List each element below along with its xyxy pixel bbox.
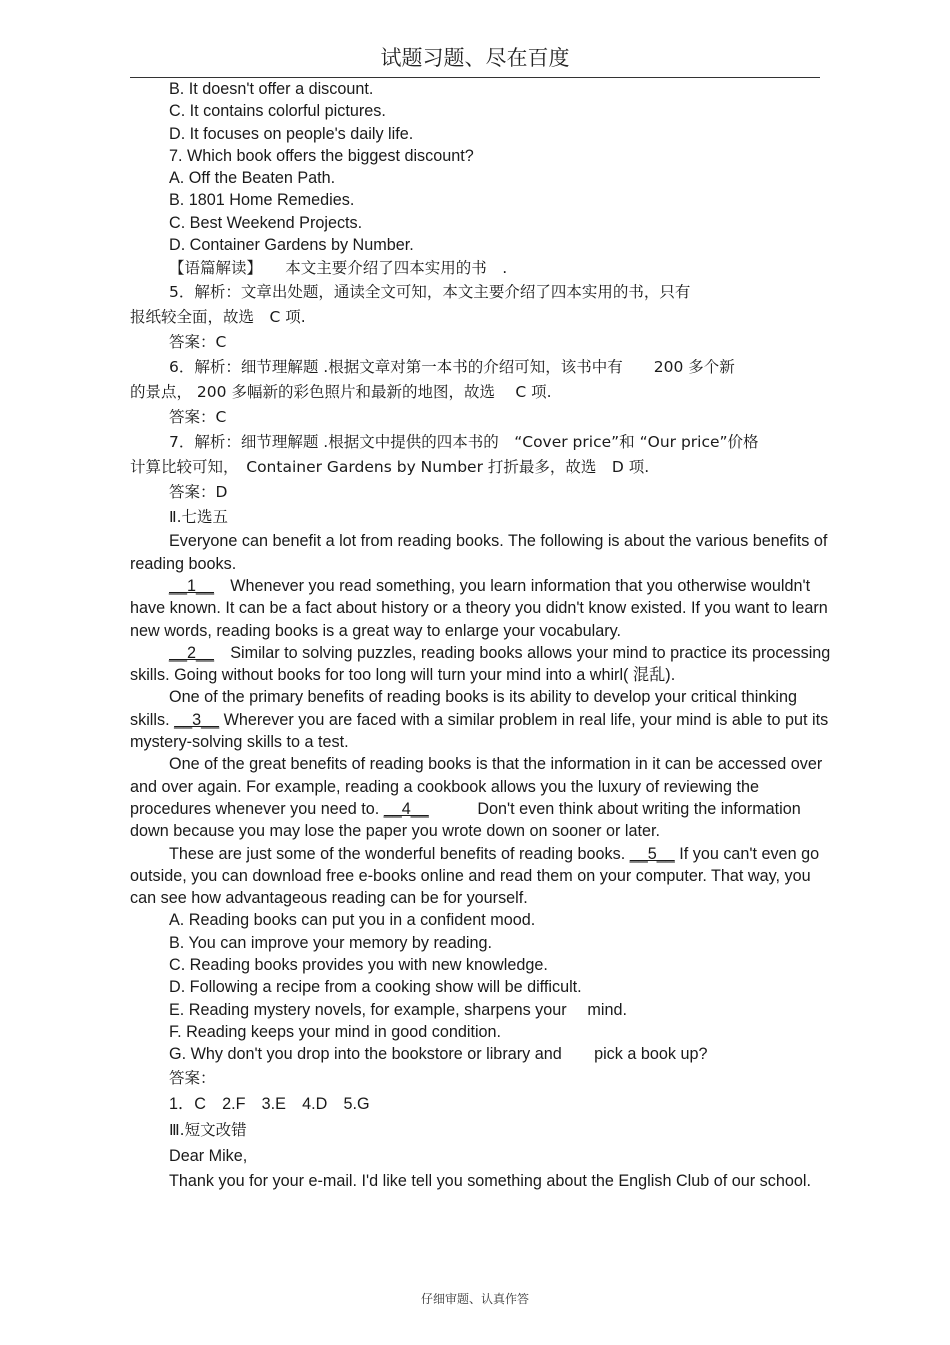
passage-paragraph-4: One of the primary benefits of reading books is its ability to develop your critical thinking skills. __3__ Wherever you are faced with a similar problem in real life, your mind is able to put its mystery-solving skills to a test.: [130, 688, 829, 752]
option-f: F. Reading keeps your mind in good condition.: [169, 1022, 502, 1041]
blank-4: __4__: [383, 799, 429, 818]
option-g: G. Why don't you drop into the bookstore or library and pick a book up?: [169, 1045, 708, 1064]
section-3-heading: Ⅲ.短文改错: [169, 1120, 247, 1139]
blank-2: __2__: [169, 643, 215, 662]
passage-paragraph-2: __1__ Whenever you read something, you learn information that you otherwise wouldn't have known. It can be a fact about history or a theory you didn't know existed. If you want to learn new words, reading books is a great way to enlarge your vocabulary.: [130, 576, 828, 640]
analysis-5-line1: 5．解析：文章出处题，通读全文可知，本文主要介绍了四本实用的书，只有: [169, 283, 691, 302]
analysis-7-answer: 答案：D: [169, 483, 228, 502]
passage-paragraph-1: Everyone can benefit a lot from reading books. The following is about the various benefits of reading books.: [130, 532, 828, 573]
analysis-6-line1: 6．解析：细节理解题 .根据文章对第一本书的介绍可知，该书中有 200 多个新: [169, 358, 735, 377]
q6-option-c: C. It contains colorful pictures.: [169, 102, 386, 121]
answer-key: 1．C 2.F 3.E 4.D 5.G: [169, 1094, 370, 1113]
answer-label: 答案：: [169, 1068, 216, 1087]
passage-paragraph-5: One of the great benefits of reading books is that the information in it can be accessed over and over again. For example, reading a cookbook allows you the luxury of reviewing the procedures whenever you need to. __4__ Don't even think about writing the information down because you may lose the paper you wrote down on sooner or later.: [130, 755, 823, 841]
analysis-5-answer: 答案：C: [169, 333, 227, 352]
option-d: D. Following a recipe from a cooking show will be difficult.: [169, 978, 582, 997]
blank-5: __5__: [629, 844, 675, 863]
blank-3: __3__: [174, 710, 220, 729]
option-e: E. Reading mystery novels, for example, sharpens your mind.: [169, 1000, 627, 1019]
letter-body: Thank you for your e-mail. I'd like tell you something about the English Club of our school.: [169, 1171, 811, 1190]
analysis-7-line1: 7．解析：细节理解题 .根据文中提供的四本书的 “Cover price”和 “Our price”价格: [169, 433, 759, 452]
passage-paragraph-6: These are just some of the wonderful benefits of reading books. __5__ If you can't even go outside, you can download free e-books online and read them on your computer. That way, you can see how advantageous reading can be for yourself.: [130, 844, 820, 908]
q6-option-b: B. It doesn't offer a discount.: [169, 80, 374, 98]
passage-paragraph-3: __2__ Similar to solving puzzles, reading books allows your mind to practice its processing skills. Going without books for too long will turn your mind into a whirl( 混乱).: [130, 643, 831, 685]
q7-question: 7. Which book offers the biggest discount?: [169, 146, 474, 165]
q7-option-a: A. Off the Beaten Path.: [169, 169, 336, 188]
section-2-heading: Ⅱ.七选五: [169, 508, 229, 527]
letter-salutation: Dear Mike,: [169, 1146, 248, 1165]
option-b: B. You can improve your memory by reading.: [169, 933, 493, 952]
option-c: C. Reading books provides you with new knowledge.: [169, 956, 548, 975]
q6-option-d: D. It focuses on people's daily life.: [169, 124, 414, 143]
q7-option-d: D. Container Gardens by Number.: [169, 236, 414, 255]
analysis-6-line2: 的景点， 200 多幅新的彩色照片和最新的地图，故选 C 项.: [130, 383, 552, 402]
analysis-6-answer: 答案：C: [169, 408, 227, 427]
blank-1: __1__: [169, 576, 215, 595]
q7-option-c: C. Best Weekend Projects.: [169, 213, 363, 232]
analysis-7-line2: 计算比较可知， Container Gardens by Number 打折最多，故选 D 项.: [130, 458, 650, 477]
option-a: A. Reading books can put you in a confident mood.: [169, 911, 536, 930]
analysis-5-line2: 报纸较全面，故选 C 项.: [130, 308, 306, 327]
q7-option-b: B. 1801 Home Remedies.: [169, 191, 355, 210]
page-header: 试题习题、尽在百度: [380, 46, 570, 70]
document-body: [130, 78, 836, 1192]
analysis-intro: 【语篇解读】 本文主要介绍了四本实用的书 .: [169, 259, 508, 278]
page-footer: 仔细审题、认真作答: [420, 1292, 529, 1306]
